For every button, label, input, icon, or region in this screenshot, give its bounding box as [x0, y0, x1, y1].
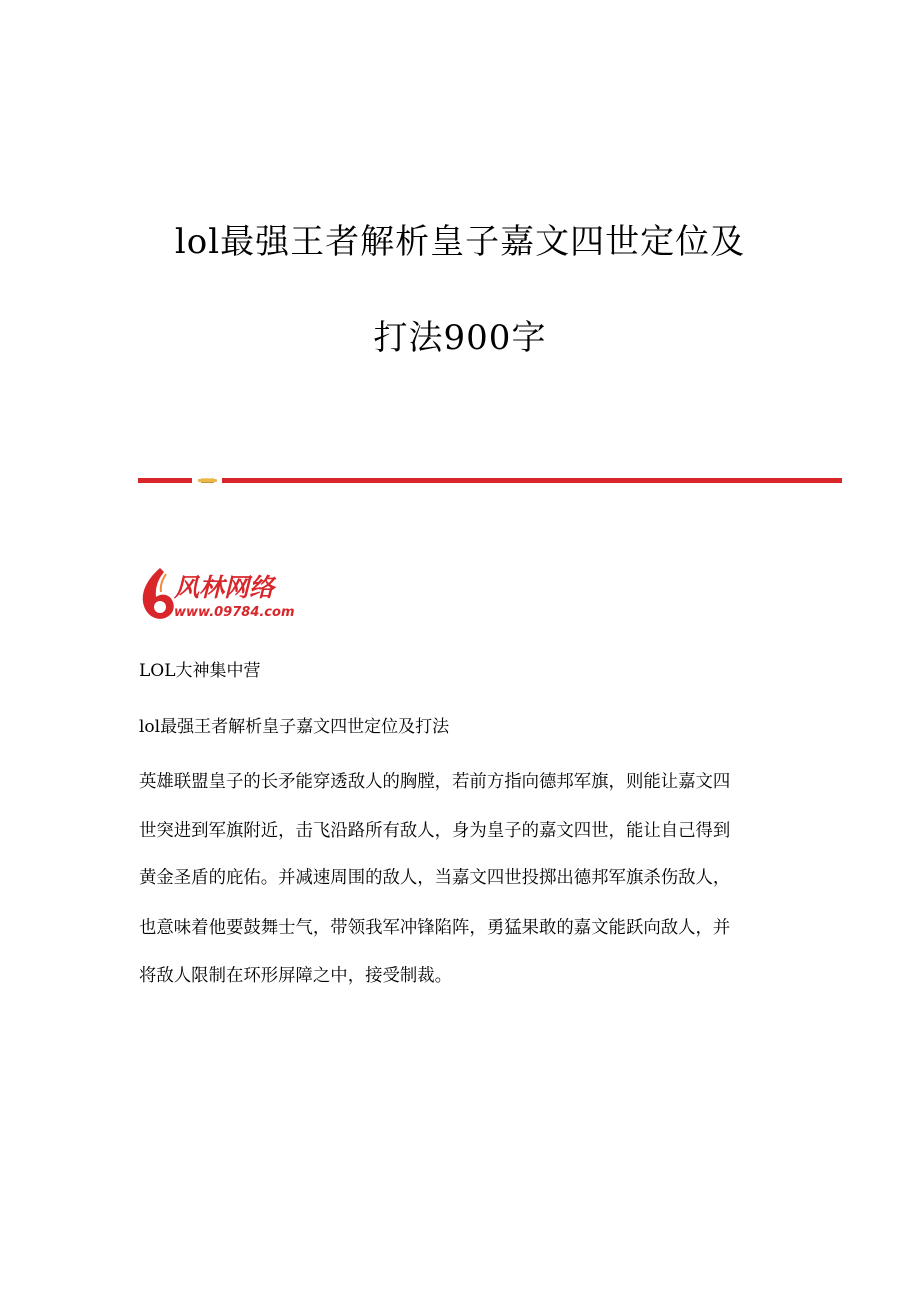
body-text-line: 英雄联盟皇子的长矛能穿透敌人的胸膛，若前方指向德邦军旗，则能让嘉文四	[139, 772, 731, 792]
body-text-line: 世突进到军旗附近，击飞沿路所有敌人，身为皇子的嘉文四世，能让自己得到	[139, 821, 731, 841]
title-divider-right	[222, 478, 842, 483]
body-text-line: 黄金圣盾的庇佑。并减速周围的敌人，当嘉文四世投掷出德邦军旗杀伤敌人，	[139, 868, 731, 888]
document-title-line-1: lol最强王者解析皇子嘉文四世定位及	[174, 222, 746, 262]
body-text-line: 也意味着他要鼓舞士气，带领我军冲锋陷阵，勇猛果敢的嘉文能跃向敌人，并	[139, 918, 731, 938]
source-subhead: LOL大神集中营	[139, 661, 261, 681]
body-text-line: 将敌人限制在环形屏障之中，接受制裁。	[139, 966, 453, 986]
divider-ornament-icon	[197, 476, 218, 485]
flame-six-icon	[143, 568, 174, 619]
article-title: lol最强王者解析皇子嘉文四世定位及打法	[139, 717, 450, 737]
logo-brand-text: 风林网络	[174, 573, 275, 602]
title-divider-left	[138, 478, 192, 483]
document-title-line-2: 打法900字	[373, 318, 547, 358]
site-logo	[138, 566, 318, 622]
logo-url-text: www.09784.com	[174, 605, 295, 620]
